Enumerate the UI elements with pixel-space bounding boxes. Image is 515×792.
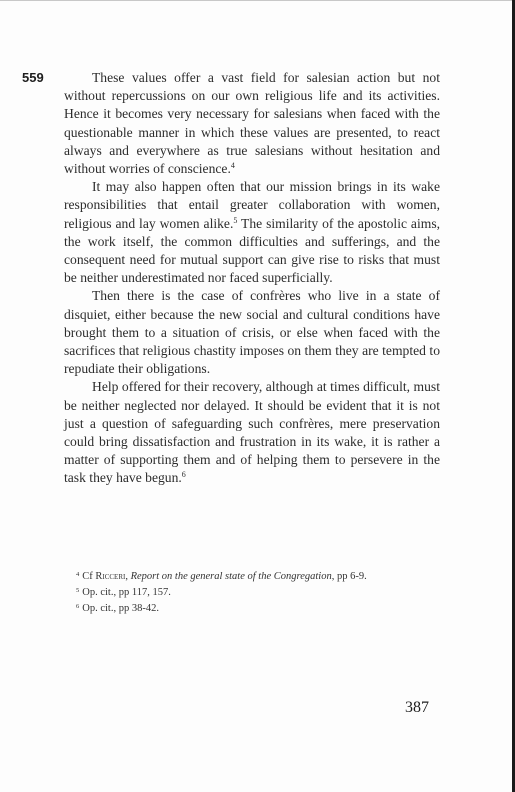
footnote-ref-6: 6 bbox=[181, 470, 186, 480]
footnote-author: Ricceri bbox=[95, 571, 126, 582]
footnote-ref-5: 5 bbox=[233, 215, 238, 225]
paragraph-1: These values offer a vast field for salesian action but not without repercussions on our own religious life and its activities. Hence it becomes very necessary for salesians when faced with the questionable manner in which these values are presented, to react always and everywhere as true salesians without hesitation and without worries of conscience.$^4$ bbox=[64, 70, 440, 177]
footnote-ref-4: 4 bbox=[230, 161, 235, 171]
footnote-title: Report on the general state of the Congregation bbox=[130, 571, 332, 582]
page-number: 387 bbox=[405, 699, 429, 716]
paragraph-margin-number: 559 bbox=[22, 70, 44, 85]
page-top-edge bbox=[0, 0, 515, 1]
paragraph-4: Help offered for their recovery, although at times difficult, must be neither neglected nor delayed. It should be evident that it is not just a question of safeguarding such confrères, mere preservation could bring dissatisfaction and frustration in its wake, it is rather a matter of supporting them and of helping them to persevere in the task they have begun.$^6$ bbox=[64, 379, 440, 486]
footnote-6: $^6$ Op. cit., pp 38-42. bbox=[76, 603, 159, 614]
body-text bbox=[64, 69, 440, 488]
footnote-5: $^5$ Op. cit., pp 117, 157. bbox=[76, 587, 171, 598]
paragraph-3: Then there is the case of confrères who live in a state of disquiet, either because the new social and cultural conditions have brought them to a situation of crisis, or else when faced with the sacrifices that religious chastity imposes on them they are tempted to repudiate their obligations. bbox=[64, 288, 440, 377]
paragraph-2: It may also happen often that our mission brings in its wake responsibilities that entail greater collaboration with women, religious and lay women alike.$^5$ The similarity of the apostolic aims, the work itself, the common difficulties and sufferings, and the consequent need for mutual support can give rise to risks that must be neither underestimated nor faced superficially. bbox=[64, 179, 441, 286]
footnotes bbox=[64, 568, 440, 616]
footnote-4: $^4$ Cf Ricceri, Report on the general state of the Congregation, pp 6-9. bbox=[76, 571, 367, 582]
